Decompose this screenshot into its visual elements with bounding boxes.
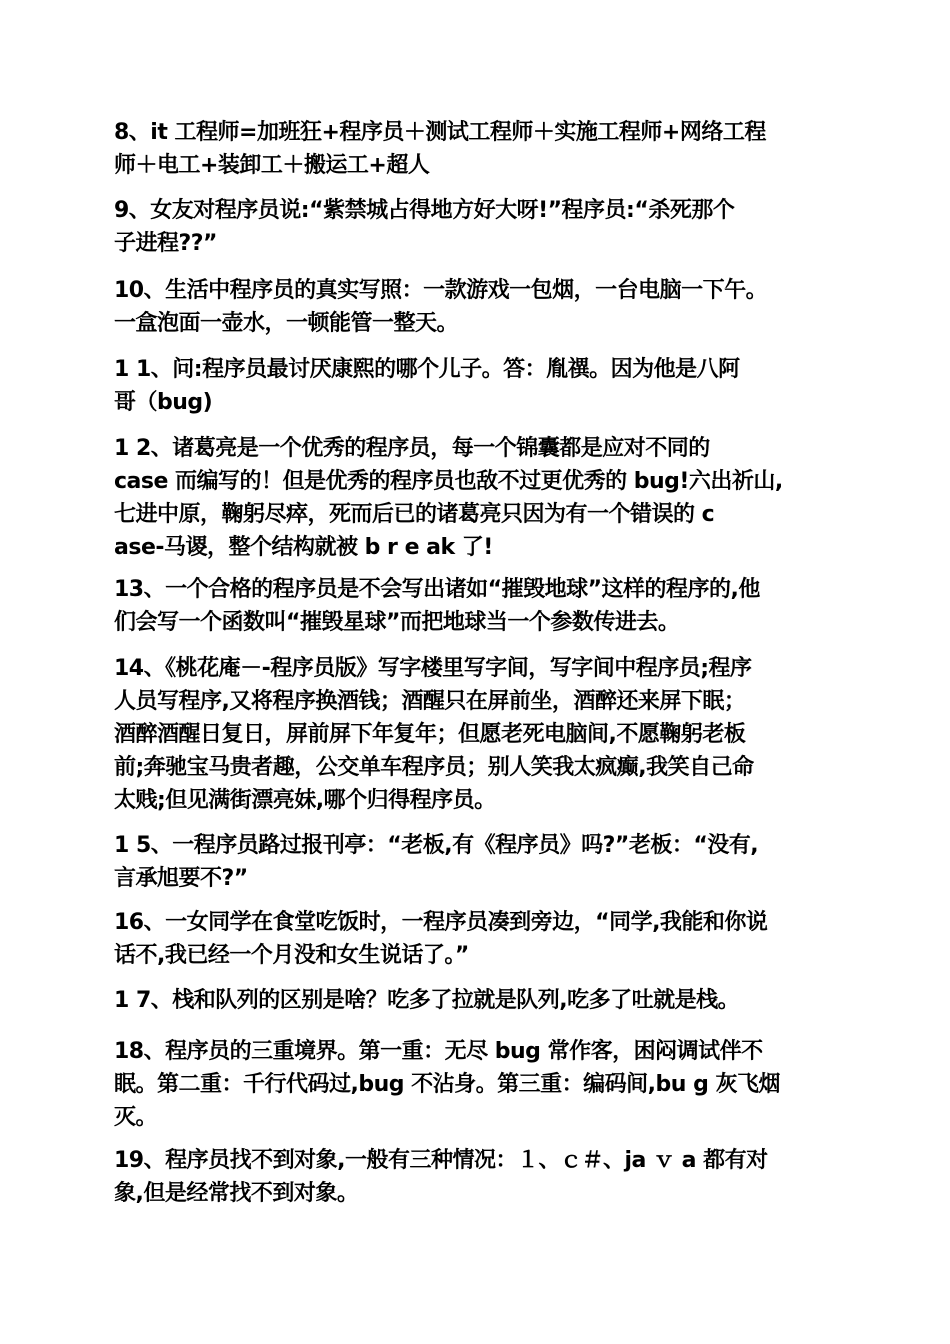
joke-paragraph-13: 13、一个合格的程序员是不会写出诸如“摧毁地球”这样的程序的,他 们会写一个函数叫“摧毁星球”而把地球当一个参数传进去。 xyxy=(114,577,760,635)
joke-paragraph-17: 1 7、栈和队列的区别是啥？吃多了拉就是队列,吃多了吐就是栈。 xyxy=(114,988,740,1013)
joke-paragraph-8: 8、it 工程师=加班狂+程序员＋测试工程师＋实施工程师+网络工程 师＋电工+装卸工＋搬运工+超人 xyxy=(114,120,766,178)
joke-paragraph-9: 9、女友对程序员说:“紫禁城占得地方好大呀!”程序员:“杀死那个 子进程??” xyxy=(114,198,735,256)
joke-paragraph-15: 1 5、一程序员路过报刊亭：“老板,有《程序员》吗?”老板：“没有, 言承旭要不?” xyxy=(114,833,759,891)
joke-paragraph-16: 16、一女同学在食堂吃饭时，一程序员凑到旁边，“同学,我能和你说 话不,我已经一个月没和女生说话了。” xyxy=(114,910,768,968)
joke-paragraph-11: 1 1、问:程序员最讨厌康熙的哪个儿子。答：胤禩。因为他是八阿 哥（bug) xyxy=(114,357,740,415)
joke-paragraph-14: 14、《桃花庵－-程序员版》写字楼里写字间，写字间中程序员;程序 人员写程序,又将程序换酒钱；酒醒只在屏前坐，酒醉还来屏下眠； 酒醉酒醒日复日，屏前屏下年复年；但愿老死电脑间,不愿鞠躬老板 前;奔驰宝马贵者趣，公交单车程序员；别人笑我太疯癫,我笑自己命 太贱;但见满街漂亮妹,哪个归得程序员。 xyxy=(114,656,754,813)
joke-paragraph-12: 1 2、诸葛亮是一个优秀的程序员，每一个锦囊都是应对不同的 case 而编写的！但是优秀的程序员也敌不过更优秀的 bug!六出祈山, 七进中原，鞠躬尽瘁，死而后已的诸葛亮只因为有一个错误的 c ase-马谡，整个结构就被 b r e ak 了! xyxy=(114,436,783,560)
joke-paragraph-10: 10、生活中程序员的真实写照：一款游戏一包烟，一台电脑一下午。 一盒泡面一壶水，一顿能管一整天。 xyxy=(114,278,768,336)
joke-paragraph-19: 19、程序员找不到对象,一般有三种情况：１、ｃ＃、ja ｖ a 都有对 象,但是经常找不到对象。 xyxy=(114,1148,768,1206)
joke-paragraph-18: 18、程序员的三重境界。第一重：无尽 bug 常作客，困闷调试伴不 眠。第二重：千行代码过,bug 不沾身。第三重：编码间,bu g 灰飞烟 灭。 xyxy=(114,1039,781,1130)
